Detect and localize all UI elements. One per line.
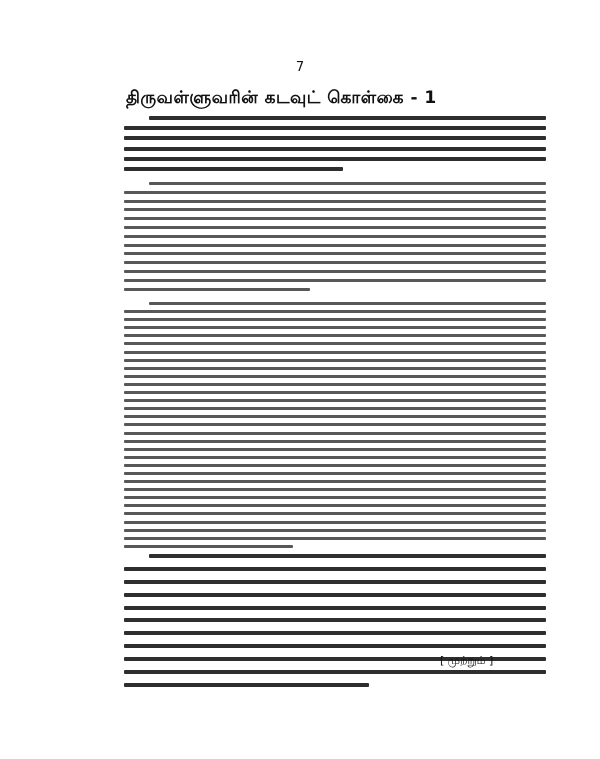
text-line — [124, 480, 546, 483]
text-line — [124, 261, 546, 264]
text-line — [124, 136, 546, 140]
text-line — [124, 593, 546, 597]
text-line — [124, 399, 546, 402]
text-line — [124, 191, 546, 194]
text-line — [124, 631, 546, 635]
text-line — [124, 545, 293, 548]
text-line — [124, 310, 546, 313]
text-line — [124, 367, 546, 370]
text-line — [124, 618, 546, 622]
paragraph-intro — [124, 116, 546, 177]
text-line — [124, 351, 546, 354]
text-line — [124, 432, 546, 435]
text-line — [124, 252, 546, 255]
text-line — [124, 383, 546, 386]
text-line — [124, 157, 546, 161]
paragraph-siddhar — [124, 302, 546, 553]
text-line — [124, 334, 546, 337]
text-line — [124, 226, 546, 229]
text-line — [124, 318, 546, 321]
text-line — [149, 182, 546, 185]
text-line — [124, 521, 546, 524]
text-line — [124, 326, 546, 329]
text-line — [124, 342, 546, 345]
text-line — [124, 472, 546, 475]
text-line — [149, 302, 546, 305]
text-line — [124, 200, 546, 203]
text-line — [124, 488, 546, 491]
text-line — [124, 580, 546, 584]
text-line — [124, 244, 546, 247]
page-title: திருவள்ளுவரின் கடவுட் கொள்கை - 1 — [126, 88, 437, 108]
text-line — [124, 567, 546, 571]
paragraph-conclusion — [124, 554, 546, 696]
text-line — [124, 217, 546, 220]
text-line — [124, 208, 546, 211]
text-line — [124, 407, 546, 410]
text-line — [124, 504, 546, 507]
text-line — [124, 537, 546, 540]
text-line — [124, 235, 546, 238]
text-line — [124, 415, 546, 418]
text-line — [124, 375, 546, 378]
text-line — [124, 288, 310, 291]
text-line — [124, 126, 546, 130]
text-line — [124, 391, 546, 394]
text-line — [124, 279, 546, 282]
text-line — [124, 167, 343, 171]
text-line — [124, 512, 546, 515]
text-line — [124, 456, 546, 459]
page-number: 7 — [295, 60, 305, 75]
text-line — [124, 670, 546, 674]
text-line — [149, 116, 546, 120]
text-line — [124, 496, 546, 499]
text-line — [124, 448, 546, 451]
text-line — [124, 464, 546, 467]
text-line — [124, 270, 546, 273]
text-line — [124, 147, 546, 151]
closing-note: [ முற்றும் ] — [440, 654, 494, 667]
text-line — [149, 554, 546, 558]
paragraph-main — [124, 182, 546, 296]
text-line — [124, 644, 546, 648]
text-line — [124, 529, 546, 532]
text-line — [124, 440, 546, 443]
text-line — [124, 683, 369, 687]
text-line — [124, 359, 546, 362]
text-line — [124, 606, 546, 610]
text-line — [124, 423, 546, 426]
